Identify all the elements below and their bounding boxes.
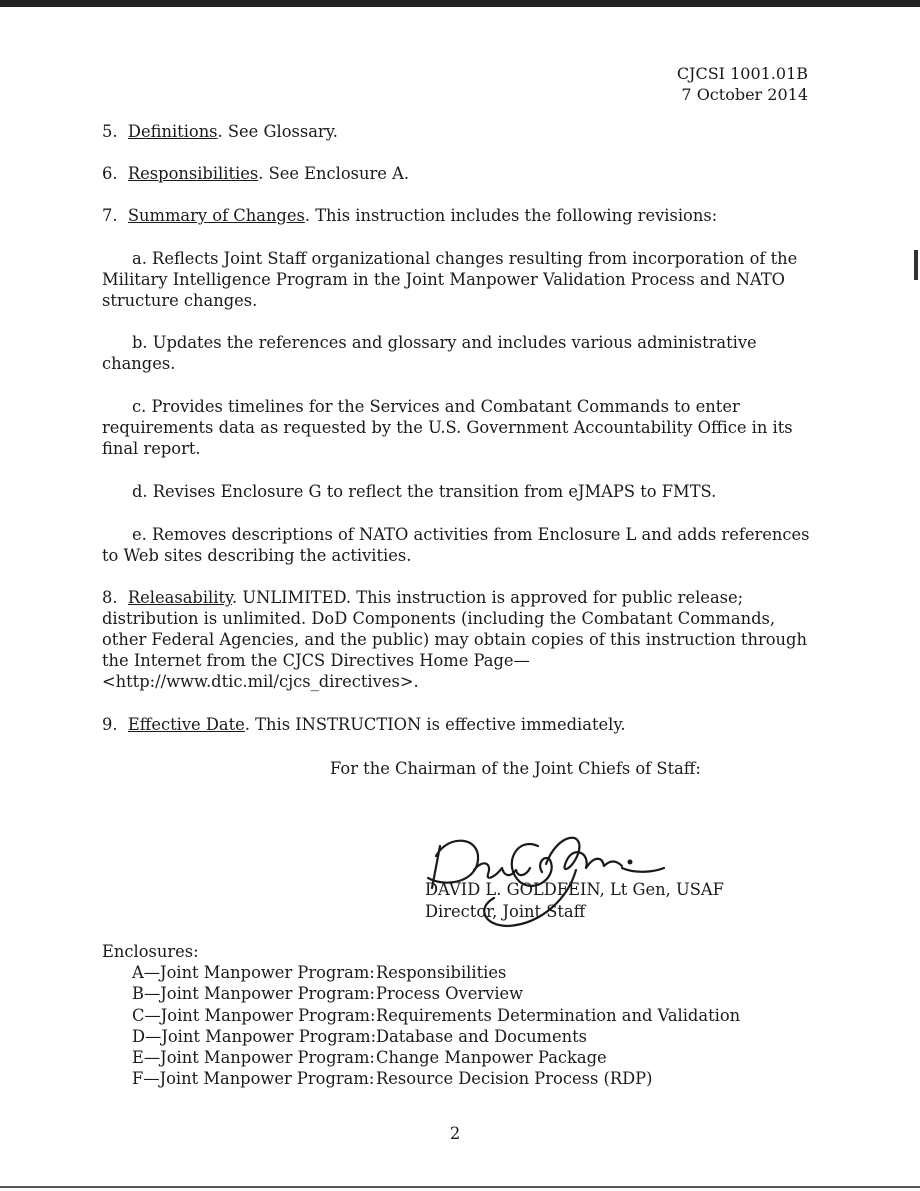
enclosures-list: [102, 941, 740, 1089]
enclosure-prefix: F—Joint Manpower Program:: [132, 1069, 375, 1089]
enclosure-prefix: A—Joint Manpower Program:: [132, 963, 375, 983]
signer-block: [425, 879, 724, 923]
section-title: Definitions: [127, 122, 218, 141]
section-title: Releasability: [127, 588, 233, 607]
section-text: . This instruction includes the following revisions:: [304, 206, 718, 225]
signer-name: DAVID L. GOLDFEIN, Lt Gen, USAF: [425, 880, 724, 899]
section-title: Summary of Changes: [127, 206, 305, 225]
section-number: 9.: [102, 715, 118, 734]
enclosure-prefix: C—Joint Manpower Program:: [132, 1005, 376, 1025]
enclosures-heading: Enclosures:: [102, 942, 199, 961]
enclosure-prefix: D—Joint Manpower Program:: [132, 1026, 377, 1046]
section-number: 7.: [102, 206, 118, 225]
enclosure-title: Process Overview: [376, 984, 524, 1004]
section-9: [102, 714, 812, 735]
revision-item-d: d. Revises Enclosure G to reflect the transition from eJMAPS to FMTS.: [132, 482, 717, 501]
list-item: [102, 1005, 740, 1026]
top-scan-border: [0, 0, 920, 7]
revision-item-a: a. Reflects Joint Staff organizational changes resulting from incorporation of the Military Intelligence Program in the Joint Manpower Validation Process and NATO structure changes.: [102, 249, 798, 310]
document-header: [677, 63, 808, 105]
scan-edge-mark: [914, 250, 918, 280]
bottom-scan-border: [0, 1186, 920, 1188]
section-text: . This INSTRUCTION is effective immediately.: [244, 715, 626, 734]
enclosure-title: Database and Documents: [376, 1026, 588, 1046]
revision-item-e: e. Removes descriptions of NATO activities from Enclosure L and adds references to Web sites describing the activities.: [102, 525, 810, 565]
section-text: . UNLIMITED. This instruction is approved for public release; distribution is unlimited. DoD Components (including the Combatant Commands, other Federal Agencies, and the public) may obtain copies of this instruction through the Internet from the CJCS Directives Home Page—<http://www.dtic.mil/cjcs_directives>.: [102, 588, 807, 691]
enclosure-prefix: B—Joint Manpower Program:: [132, 984, 375, 1004]
revision-item-b: b. Updates the references and glossary and includes various administrative changes.: [102, 333, 757, 373]
section-7: [102, 205, 812, 226]
section-number: 5.: [102, 122, 118, 141]
list-item: [102, 1047, 740, 1068]
list-item: [102, 962, 740, 983]
section-title: Effective Date: [127, 715, 245, 734]
enclosure-title: Requirements Determination and Validation: [376, 1005, 741, 1025]
section-title: Responsibilities: [127, 164, 259, 183]
enclosure-title: Resource Decision Process (RDP): [376, 1069, 653, 1089]
enclosure-title: Change Manpower Package: [376, 1048, 607, 1068]
signature-for-line: For the Chairman of the Joint Chiefs of Staff:: [330, 759, 701, 778]
section-number: 6.: [102, 164, 118, 183]
list-item: [102, 983, 740, 1004]
enclosure-title: Responsibilities: [376, 963, 507, 983]
page-number: 2: [449, 1124, 461, 1143]
signer-title: Director, Joint Staff: [425, 902, 586, 921]
document-id: CJCSI 1001.01B: [676, 64, 808, 83]
section-text: . See Glossary.: [217, 122, 338, 141]
list-item: [102, 1068, 740, 1089]
list-item: [102, 1026, 740, 1047]
document-date: 7 October 2014: [681, 85, 808, 104]
section-5: [102, 121, 812, 142]
section-6: [102, 163, 812, 184]
section-text: . See Enclosure A.: [258, 164, 410, 183]
section-8: [102, 587, 812, 692]
enclosure-prefix: E—Joint Manpower Program:: [132, 1048, 375, 1068]
revision-item-c: c. Provides timelines for the Services and Combatant Commands to enter requirements data as requested by the U.S. Government Accountability Office in its final report.: [102, 397, 793, 458]
section-number: 8.: [102, 588, 118, 607]
